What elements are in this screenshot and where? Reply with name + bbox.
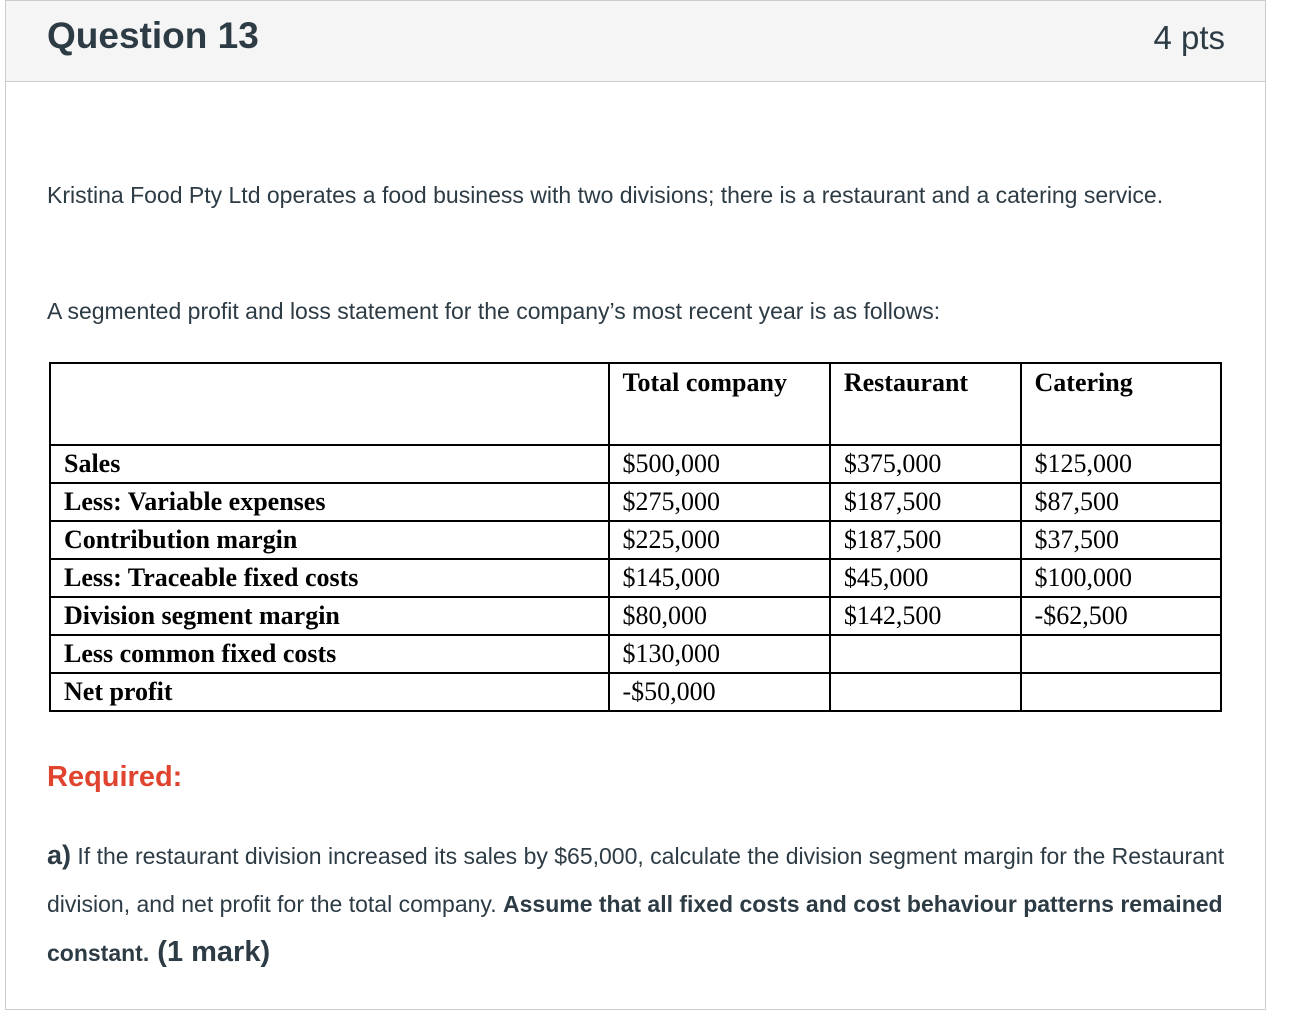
table-cell: $45,000 [830, 559, 1021, 597]
row-label: Net profit [50, 673, 609, 711]
table-cell [830, 635, 1021, 673]
table-cell: $100,000 [1021, 559, 1221, 597]
table-cell: $225,000 [609, 521, 830, 559]
question-card [5, 0, 1266, 1010]
table-cell: $375,000 [830, 445, 1021, 483]
part-a-text: If the restaurant division increased its sales by $65,000, calculate the division segment margin for the Restaurant division, and net profit for the total company. [47, 843, 1225, 917]
table-cell: $37,500 [1021, 521, 1221, 559]
header-cell: Restaurant [830, 363, 1021, 445]
table-row [50, 483, 1221, 521]
table-row [50, 445, 1221, 483]
table-cell [1021, 635, 1221, 673]
question-points: 4 pts [1153, 19, 1225, 56]
table-cell: $500,000 [609, 445, 830, 483]
table-cell: $142,500 [830, 597, 1021, 635]
header-cell [50, 363, 609, 445]
table-row [50, 597, 1221, 635]
question-part-a [47, 831, 1247, 977]
table-cell [830, 673, 1021, 711]
table-row [50, 559, 1221, 597]
question-header [6, 1, 1265, 82]
row-label: Less: Traceable fixed costs [50, 559, 609, 597]
part-a-assumption: Assume that all fixed costs and cost behaviour patterns remained constant. [47, 891, 1223, 966]
statement-caption: A segmented profit and loss statement for the company’s most recent year is as follows: [47, 298, 941, 324]
row-label: Sales [50, 445, 609, 483]
row-label: Less common fixed costs [50, 635, 609, 673]
table-cell: $187,500 [830, 483, 1021, 521]
row-label: Less: Variable expenses [50, 483, 609, 521]
row-label: Division segment margin [50, 597, 609, 635]
intro-paragraph: Kristina Food Pty Ltd operates a food business with two divisions; there is a restaurant and a catering service. [47, 182, 1164, 208]
header-cell: Total company [609, 363, 830, 445]
required-heading: Required: [47, 761, 183, 793]
table-row [50, 673, 1221, 711]
table-cell: -$50,000 [609, 673, 830, 711]
table-cell: $130,000 [609, 635, 830, 673]
table-cell: $145,000 [609, 559, 830, 597]
table-cell: $275,000 [609, 483, 830, 521]
table-cell: $80,000 [609, 597, 830, 635]
header-cell: Catering [1021, 363, 1221, 445]
row-label: Contribution margin [50, 521, 609, 559]
table-cell: -$62,500 [1021, 597, 1221, 635]
table-row [50, 635, 1221, 673]
table-header-row [50, 363, 1221, 445]
table-cell: $125,000 [1021, 445, 1221, 483]
table-cell: $87,500 [1021, 483, 1221, 521]
question-title: Question 13 [47, 15, 259, 56]
table-cell: $187,500 [830, 521, 1021, 559]
segmented-statement-table [49, 362, 1222, 712]
table-cell [1021, 673, 1221, 711]
part-a-mark: (1 mark) [149, 936, 271, 968]
table-row [50, 521, 1221, 559]
part-a-letter: a) [47, 840, 72, 870]
